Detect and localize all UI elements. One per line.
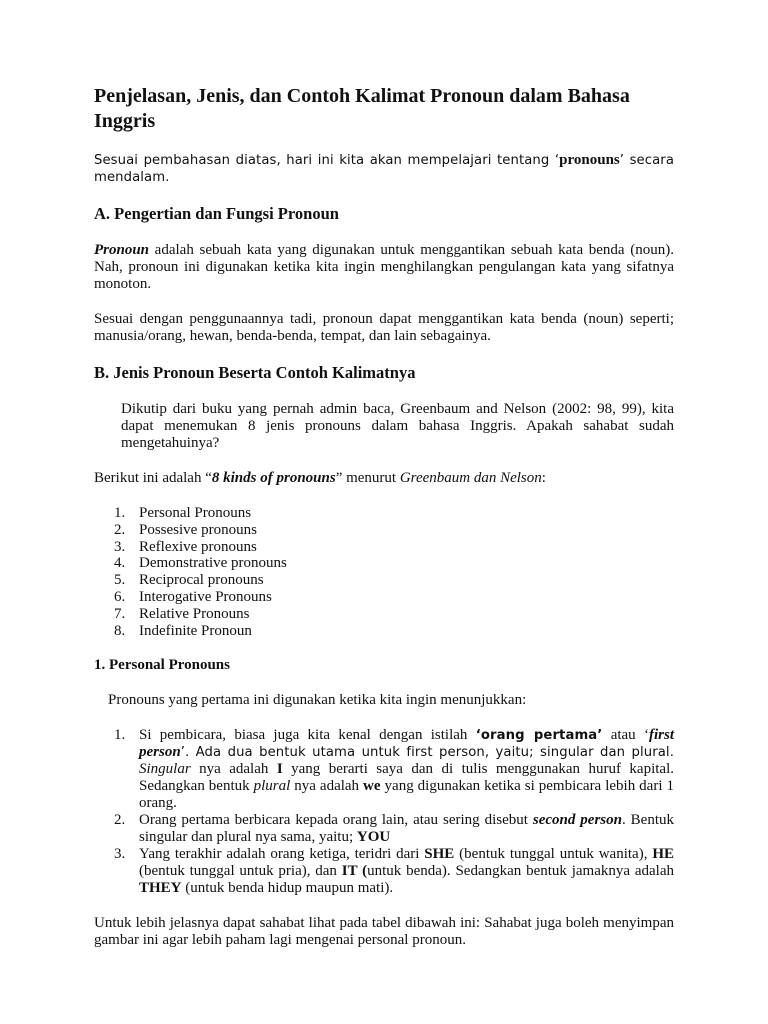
item-term: I [276,761,283,778]
list-number: 2. [114,521,126,538]
list-item [94,505,674,522]
item-term: HE [652,846,674,863]
list-item [94,606,674,623]
intro-text: Sesuai pembahasan diatas, hari ini kita akan mempelajari tentang ‘ [94,153,560,168]
item-term: second person [532,812,622,829]
quote-block [94,401,674,452]
list-label: Personal Pronouns [139,505,252,521]
item-term: first person [139,727,674,761]
list-item [94,522,674,539]
item-term: SHE [424,846,455,863]
item-text: (untuk benda hidup maupun mati). [181,880,394,897]
lead-text-end: : [541,470,546,486]
item-term: IT ( [341,863,368,880]
pronoun-kinds-list [94,505,674,639]
list-number: 6. [114,588,126,605]
pronoun-term: Pronoun [94,242,150,258]
list-label: Demonstrative pronouns [139,555,287,572]
list-number: 8. [114,622,126,639]
list-number: 4. [114,555,126,572]
personal-intro: Pronouns yang pertama ini digunakan ketika kita ingin menunjukkan: [108,692,527,709]
item-text: nya adalah [190,761,277,778]
intro-paragraph [94,152,674,186]
section-a-heading: A. Pengertian dan Fungsi Pronoun [94,204,339,223]
kinds-lead [94,470,674,487]
list-item [94,727,674,812]
item-term: we [363,778,381,795]
list-label: Relative Pronouns [139,605,250,622]
list-label: Indefinite Pronoun [139,622,252,639]
list-number: 3. [114,846,126,863]
list-label: Reciprocal pronouns [139,572,264,589]
list-item [94,846,674,897]
personal-pronouns-heading: 1. Personal Pronouns [94,657,230,674]
item-text: Orang pertama berbicara kepada orang lain, atau sering disebut [139,812,533,829]
personal-explain-list [94,727,674,897]
list-item [94,812,674,846]
quote-paragraph: Dikutip dari buku yang pernah admin baca, Greenbaum and Nelson (2002: 98, 99), kita dapat menemukan 8 jenis pronouns dalam bahasa Inggris. Apakah sahabat sudah mengetahuinya? [121,401,674,451]
list-label: Interogative Pronouns [139,588,272,605]
document-page [94,84,674,949]
item-text: (bentuk tunggal untuk pria), dan [139,863,342,880]
list-number: 1. [114,727,126,744]
section-b-heading: B. Jenis Pronoun Beserta Contoh Kalimatnya [94,363,416,382]
list-number: 2. [114,812,126,829]
list-number: 1. [114,505,126,521]
item-text: Yang terakhir adalah orang ketiga, teridri dari [139,846,425,863]
item-text: yang berarti saya dan di tulis menggunakan huruf kapital. Sedangkan bentuk [139,761,674,795]
section-a-paragraph-2: Sesuai dengan penggunaannya tadi, pronoun dapat menggantikan kata benda (noun) seperti; manusia/orang, hewan, benda-benda, tempat, dan lain sebagainya. [94,311,674,344]
item-term: THEY [139,880,182,897]
list-number: 7. [114,605,126,622]
list-item [94,572,674,589]
lead-text: Berikut ini adalah “ [94,470,212,486]
list-item [94,539,674,556]
lead-text-mid: ” menurut [335,470,400,486]
item-text: (bentuk tunggal untuk wanita), [454,846,653,863]
item-text: yang digunakan ketika si pembicara lebih dari 1 orang. [139,778,674,812]
list-item [94,589,674,606]
lead-source: Greenbaum dan Nelson [399,470,542,486]
item-text: untuk benda). Sedangkan bentuk jamaknya adalah [367,863,674,880]
section-a-p1-text: adalah sebuah kata yang digunakan untuk menggantikan sebuah kata benda (noun). Nah, pronoun ini digunakan ketika kita ingin menghilangkan pengulangan kata yang sifatnya monoton. [94,242,674,292]
lead-emphasis: 8 kinds of pronouns [211,470,336,486]
document-title: Penjelasan, Jenis, dan Contoh Kalimat Pronoun dalam Bahasa Inggris [94,85,630,132]
item-text: . Bentuk singular dan plural nya sama, yaitu; [139,812,674,846]
intro-keyword: pronouns [559,152,620,168]
closing-paragraph: Untuk lebih jelasnya dapat sahabat lihat pada tabel dibawah ini: Sahabat juga boleh menyimpan gambar ini agar lebih paham lagi mengenai personal pronoun. [94,915,674,949]
item-term: YOU [356,829,391,846]
item-text: atau ‘ [602,727,649,744]
section-a-paragraph-1 [94,242,674,293]
intro-text-end: ’ secara mendalam. [94,153,674,185]
list-number: 5. [114,572,126,589]
list-number: 3. [114,538,126,555]
item-text: ’. Ada dua bentuk utama untuk first person, yaitu; singular dan plural. [180,745,674,761]
item-term: plural [253,778,291,795]
list-label: Reflexive pronouns [139,538,257,555]
list-item [94,555,674,572]
list-label: Possesive pronouns [139,521,257,538]
item-term: ‘orang pertama’ [475,728,603,744]
item-text: nya adalah [290,778,364,795]
item-term: Singular [139,761,191,778]
item-text: Si pembicara, biasa juga kita kenal dengan istilah [139,727,476,744]
list-item [94,623,674,640]
